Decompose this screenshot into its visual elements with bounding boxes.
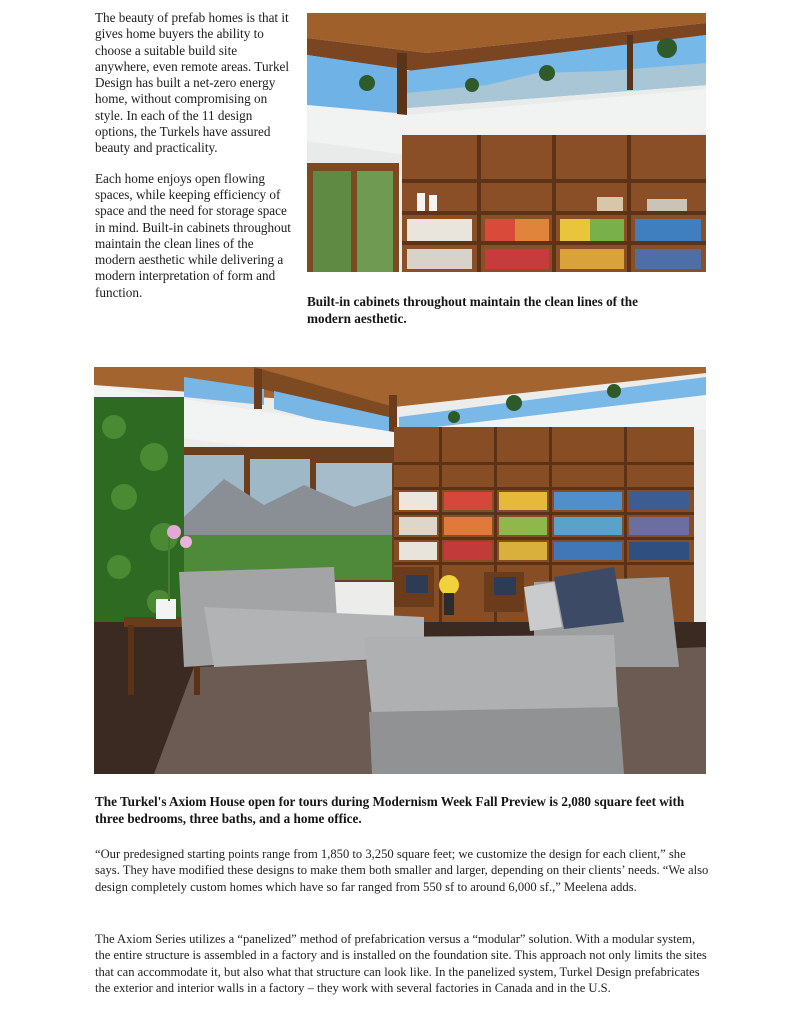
body-paragraph-2: The Axiom Series utilizes a “panelized” method of prefabrication versus a “modular” solution. With a modular system, the entire structure is assembled in a factory and is installed on the foundation site. This approach not only limits the sites that can accommodate it, but also what that structure can look like. In the panelized system, Turkel Design prefabricates the exterior and interior walls in a factory – they work with several factories in Canada and in the U.S.	[95, 932, 707, 996]
living-room-photo-illustration	[94, 367, 706, 774]
main-photo-caption: The Turkel's Axiom House open for tours during Modernism Week Fall Preview is 2,080 square feet with three bedrooms, three baths, and a home office.	[95, 794, 685, 826]
bookshelf-photo	[307, 13, 706, 272]
intro-paragraph-1: The beauty of prefab homes is that it gives home buyers the ability to choose a suitable build site anywhere, even remote areas. Turkel Design has built a net-zero energy home, without compromising on style. In each of the 11 design options, the Turkels have assured beauty and practicality.	[95, 10, 290, 156]
bookshelf-photo-illustration	[307, 13, 706, 272]
intro-paragraph-2: Each home enjoys open flowing spaces, while keeping efficiency of space and the need for storage space in mind. Built-in cabinets throughout maintain the clean lines of the modern aesthetic while delivering a modern interpretation of form and function.	[95, 170, 291, 300]
living-room-photo	[94, 367, 706, 774]
intro-text-column	[95, 10, 291, 315]
top-photo-caption: Built-in cabinets throughout maintain the clean lines of the modern aesthetic.	[307, 294, 638, 326]
body-paragraph-1: “Our predesigned starting points range from 1,850 to 3,250 square feet; we customize the design for each client,” she says. They have modified these designs to make them both smaller and larger, depending on their clients’ needs. “We also design completely custom homes which have so far ranged from 550 sf to around 6,000 sf.,” Meelena adds.	[95, 847, 709, 894]
